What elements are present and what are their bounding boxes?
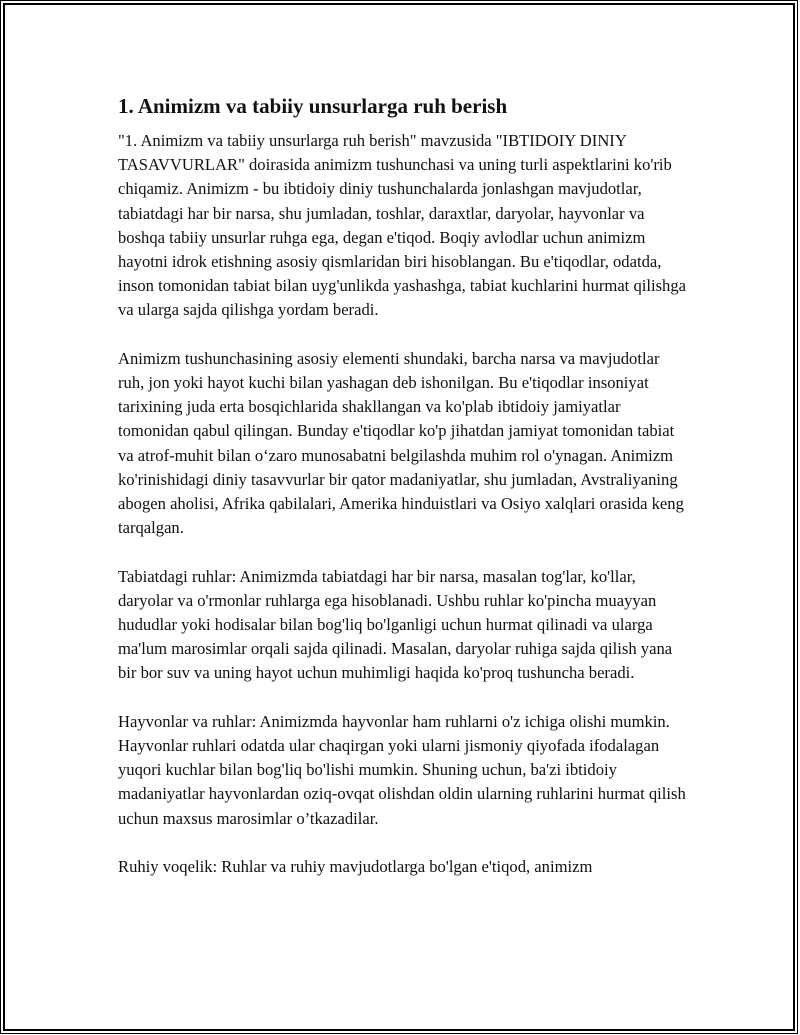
paragraph-intro: "1. Animizm va tabiiy unsurlarga ruh berish" mavzusida "IBTIDOIY DINIY TASAVVURLAR" doirasida animizm tushunchasi va uning turli aspektlarini ko'rib chiqamiz. Animizm - bu ibtidoiy diniy tushunchalarda jonlashgan mavjudotlar, tabiatdagi har bir narsa, shu jumladan, toshlar, daraxtlar, daryolar, hayvonlar va boshqa tabiiy unsurlar ruhga ega, degan e'tiqod. Boqiy avlodlar uchun animizm hayotni idrok etishning asosiy qismlaridan biri hisoblangan. Bu e'tiqodlar, odatda, inson tomonidan tabiat bilan uyg'unlikda yashashga, tabiat kuchlarini hurmat qilishga va ularga sajda qilishga yordam beradi. [118, 131, 686, 320]
paragraph-spiritual-reality: Ruhiy voqelik: Ruhlar va ruhiy mavjudotlarga bo'lgan e'tiqod, animizm [118, 857, 593, 877]
section-heading: 1. Animizm va tabiiy unsurlarga ruh berish [118, 94, 508, 118]
paragraph-animal-spirits: Hayvonlar va ruhlar: Animizmda hayvonlar ham ruhlarni o'z ichiga olishi mumkin. Hayvonlar ruhlari odatda ular chaqirgan yoki ularni jismoniy qiyofada ifodalagan yuqori kuchlar bilan bog'liq bo'lishi mumkin. Shuning uchun, ba'zi ibtidoiy madaniyatlar hayvonlardan oziq-ovqat olishdan oldin ularning ruhlarini hurmat qilish uchun maxsus marosimlar o’tkazadilar. [118, 711, 686, 828]
paragraph-nature-spirits: Tabiatdagi ruhlar: Animizmda tabiatdagi har bir narsa, masalan tog'lar, ko'llar, daryolar va o'rmonlar ruhlarga ega hisoblanadi. Ushbu ruhlar ko'pincha muayyan hududlar yoki hodisalar bilan bog'liq bo'lganligi uchun hurmat qilinadi va ularga ma'lum marosimlar orqali sajda qilinadi. Masalan, daryolar ruhiga sajda qilish yana bir bor suv va uning hayot uchun muhimligi haqida ko'proq tushuncha beradi. [118, 566, 673, 683]
document-body [118, 92, 688, 903]
paragraph-core-element: Animizm tushunchasining asosiy elementi shundaki, barcha narsa va mavjudotlar ruh, jon yoki hayot kuchi bilan yashagan deb ishonilgan. Bu e'tiqodlar insoniyat tarixining juda erta bosqichlarida shakllangan va ko'plab ibtidoiy jamiyatlar tomonidan qabul qilingan. Bunday e'tiqodlar ko'p jihatdan jamiyat tomonidan tabiat va atrof-muhit bilan o‘zaro munosabatni belgilashda muhim rol o'ynagan. Animizm ko'rinishidagi diniy tasavvurlar bir qator madaniyatlar, shu jumladan, Avstraliyaning abogen aholisi, Afrika qabilalari, Amerika hinduistlari va Osiyo xalqlari orasida keng tarqalgan. [118, 348, 684, 538]
